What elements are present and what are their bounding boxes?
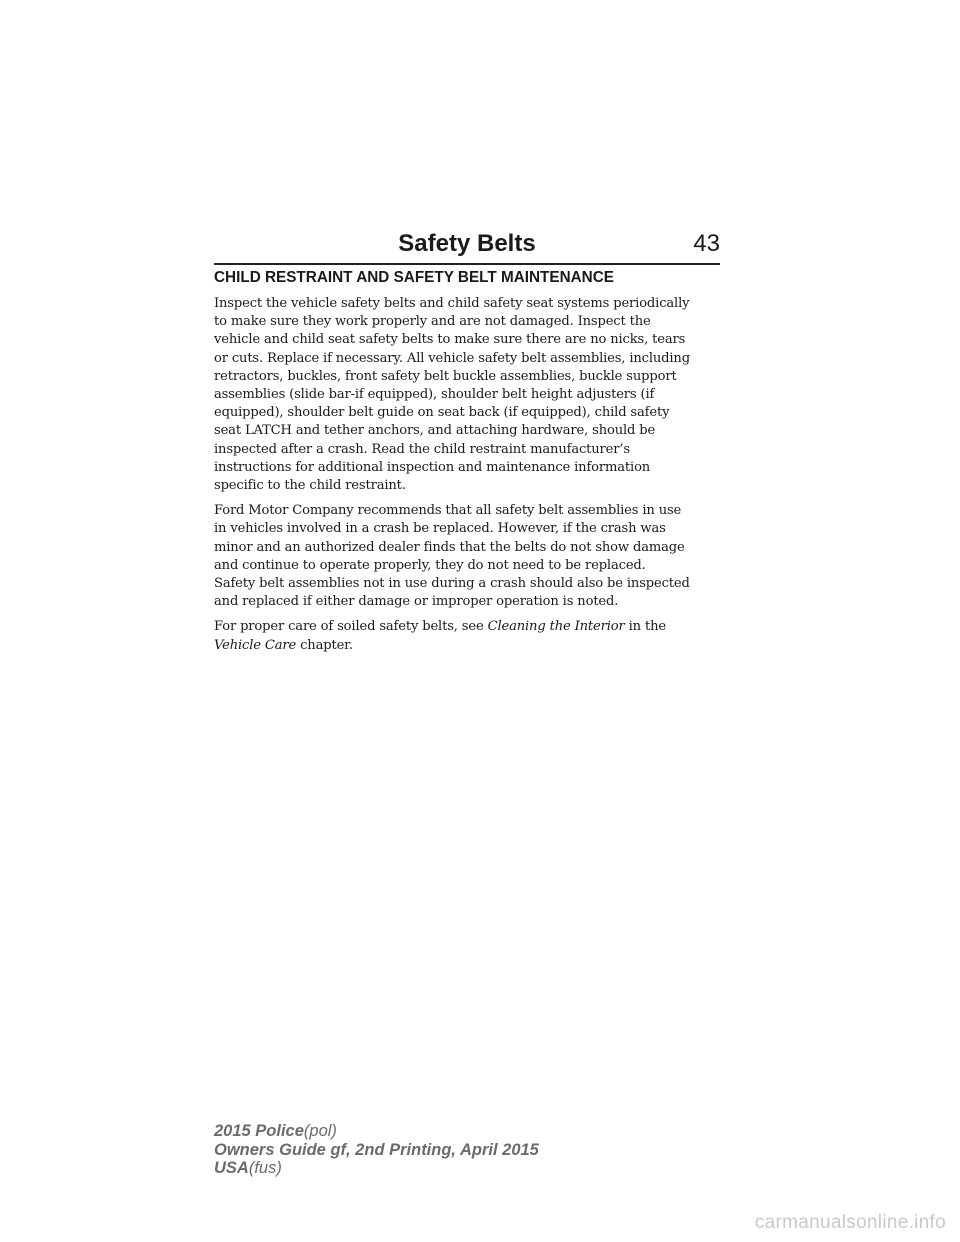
text-line: retractors, buckles, front safety belt buckle assemblies, buckle support (214, 368, 677, 384)
page-footer (214, 1122, 539, 1178)
text-segment: chapter. (296, 637, 353, 653)
text-line: minor and an authorized dealer finds that the belts do not show damage (214, 539, 685, 555)
text-line (214, 618, 726, 636)
section-heading: CHILD RESTRAINT AND SAFETY BELT MAINTENANCE (214, 269, 614, 286)
text-line: Ford Motor Company recommends that all safety belt assemblies in use (214, 503, 682, 519)
footer-printing: Owners Guide gf, 2nd Printing, April 2015 (214, 1140, 539, 1159)
text-line: Safety belt assemblies not in use during a crash should also be inspected (214, 576, 690, 592)
footer-market-code: (fus) (248, 1159, 282, 1177)
watermark: carmanualsonline.info (754, 1212, 946, 1233)
text-line: or cuts. Replace if necessary. All vehicle safety belt assemblies, including (214, 350, 690, 366)
text-line: in vehicles involved in a crash be replaced. However, if the crash was (214, 521, 666, 537)
footer-line (214, 1159, 539, 1178)
text-line: Inspect the vehicle safety belts and child safety seat systems periodically (214, 296, 690, 311)
text-line: and replaced if either damage or improper operation is noted. (214, 594, 619, 610)
cross-reference-vehicle-care: Vehicle Care (214, 637, 297, 653)
text-line: assemblies (slide bar-if equipped), shoulder belt height adjusters (if (214, 387, 655, 403)
page-content (214, 268, 726, 662)
text-line: equipped), shoulder belt guide on seat back (if equipped), child safety (214, 405, 670, 421)
text-line (214, 637, 726, 655)
text-line: instructions for additional inspection and maintenance information (214, 459, 651, 475)
footer-model: 2015 Police (214, 1122, 304, 1140)
page-number: 43 (693, 230, 720, 257)
text-line: inspected after a crash. Read the child restraint manufacturer’s (214, 441, 630, 457)
footer-line (214, 1141, 539, 1160)
paragraph-inspection (214, 295, 726, 495)
text-line: to make sure they work properly and are not damaged. Inspect the (214, 314, 651, 330)
footer-line (214, 1122, 539, 1141)
text-segment: in the (624, 619, 666, 635)
cross-reference-cleaning-interior: Cleaning the Interior (487, 619, 625, 635)
paragraph-replacement (214, 502, 726, 611)
text-line: and continue to operate properly, they do not need to be replaced. (214, 557, 646, 573)
text-segment: For proper care of soiled safety belts, see (214, 619, 488, 635)
paragraph-cleaning-reference (214, 618, 726, 654)
text-line: vehicle and child seat safety belts to make sure there are no nicks, tears (214, 332, 686, 348)
chapter-title: Safety Belts (398, 230, 536, 257)
text-line: seat LATCH and tether anchors, and attaching hardware, should be (214, 423, 656, 439)
page-header (214, 227, 720, 265)
footer-model-code: (pol) (303, 1122, 337, 1140)
footer-market: USA (214, 1159, 249, 1177)
text-line: specific to the child restraint. (214, 478, 406, 494)
